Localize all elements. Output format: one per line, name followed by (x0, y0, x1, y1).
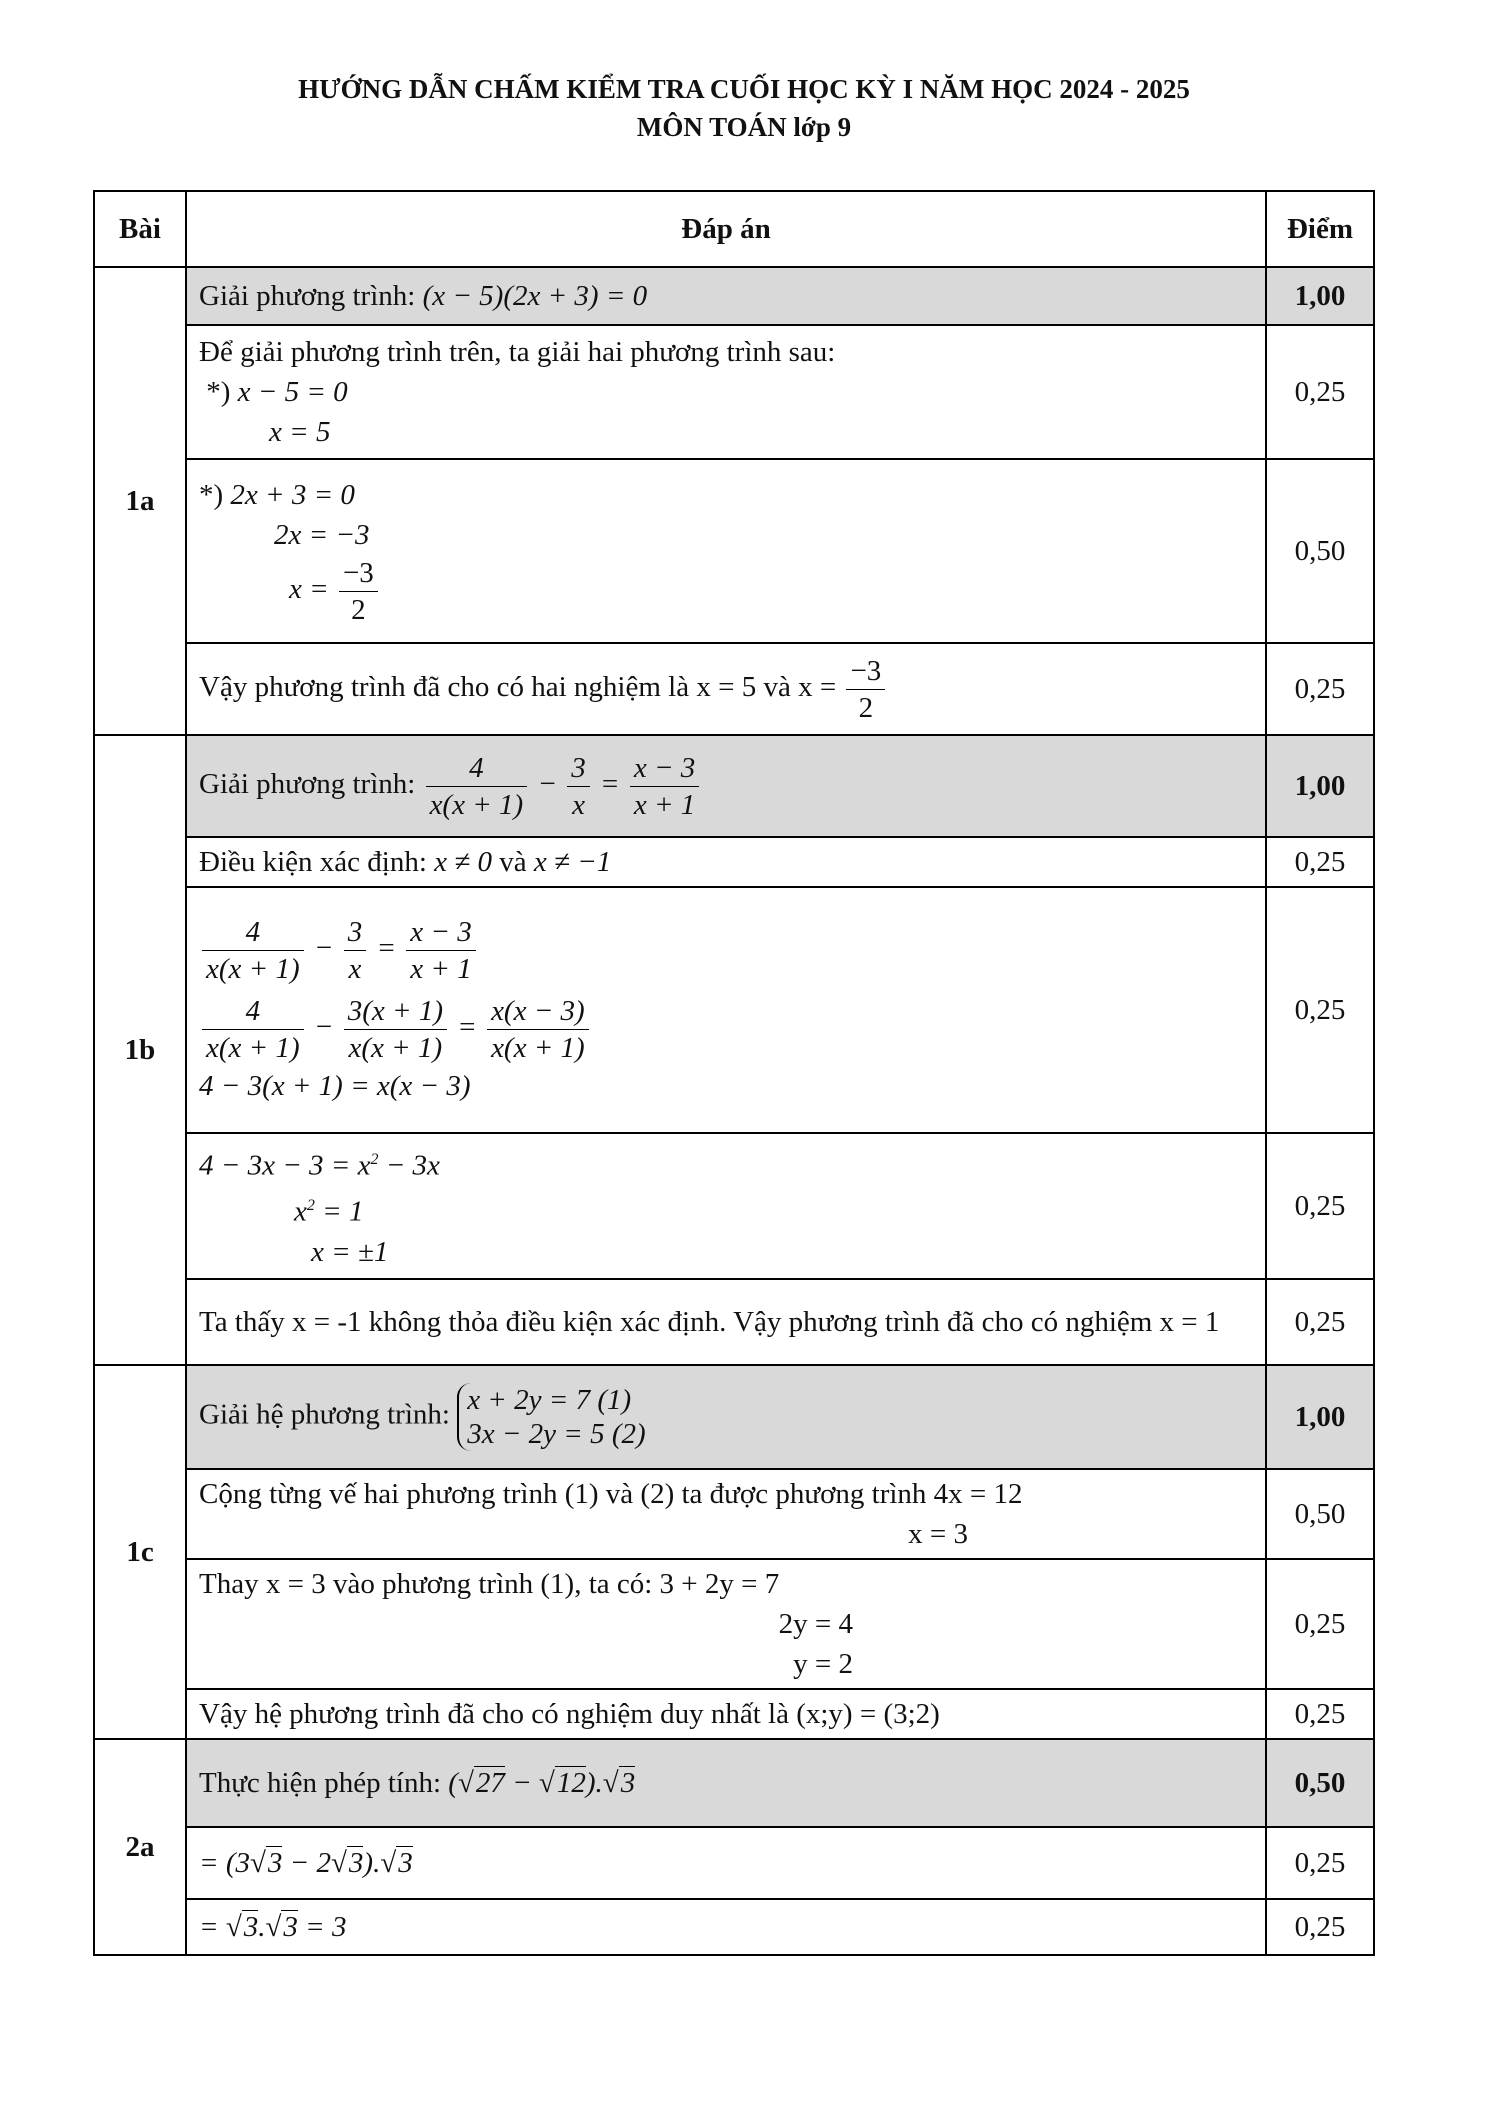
title-line-2: MÔN TOÁN lớp 9 (636, 112, 852, 142)
score: 0,50 (1266, 1739, 1374, 1827)
table-row (94, 1133, 1374, 1279)
title-line-1: HƯỚNG DẪN CHẤM KIỂM TRA CUỐI HỌC KỲ I NĂM HỌC 2024 - 2025 (298, 74, 1190, 104)
q2a-step2: = √3.√3 = 3 (186, 1899, 1266, 1955)
q1c-prompt: Giải hệ phương trình: x + 2y = 7 (1) 3x − 2y = 5 (2) (186, 1365, 1266, 1469)
q1b-prompt: Giải phương trình: $\frac{4}{x(x + 1)}$ − $\frac{3}{x}$ = $\frac{x - 3}{x + 1}$ (186, 735, 1266, 837)
q1b-step2: $4 - 3x - 3 = x^2 - 3x$ $x^2 = 1$ x = ±1 (186, 1133, 1266, 1279)
table-header (94, 191, 1374, 267)
header-diem: Điểm (1266, 191, 1374, 267)
score: 1,00 (1266, 267, 1374, 325)
score: 0,25 (1266, 1899, 1374, 1955)
score: 0,25 (1266, 887, 1374, 1133)
score: 0,25 (1266, 643, 1374, 735)
table-row (94, 1899, 1374, 1955)
label-1c: 1c (94, 1365, 186, 1739)
table-row (94, 837, 1374, 887)
table-row (94, 267, 1374, 325)
label-1a: 1a (94, 267, 186, 735)
table-row (94, 887, 1374, 1133)
table-row (94, 643, 1374, 735)
score: 0,25 (1266, 1559, 1374, 1689)
score: 0,25 (1266, 325, 1374, 459)
score: 0,25 (1266, 1827, 1374, 1899)
q1b-conclusion: Ta thấy x = -1 không thỏa điều kiện xác định. Vậy phương trình đã cho có nghiệm x = 1 (186, 1279, 1266, 1365)
score: 1,00 (1266, 1365, 1374, 1469)
score: 0,25 (1266, 1133, 1374, 1279)
table-row (94, 1279, 1374, 1365)
table-row (94, 1559, 1374, 1689)
label-2a: 2a (94, 1739, 186, 1955)
score: 0,50 (1266, 1469, 1374, 1559)
q1c-step1: Cộng từng vế hai phương trình (1) và (2) ta được phương trình 4x = 12 x = 3 (186, 1469, 1266, 1559)
score: 1,00 (1266, 735, 1374, 837)
q1a-prompt: Giải phương trình: (x − 5)(2x + 3) = 0 (186, 267, 1266, 325)
header-bai: Bài (94, 191, 186, 267)
header-dap-an: Đáp án (186, 191, 1266, 267)
score: 0,25 (1266, 837, 1374, 887)
table-row (94, 1365, 1374, 1469)
document-title (0, 70, 1488, 146)
table-row (94, 459, 1374, 643)
score: 0,25 (1266, 1689, 1374, 1739)
q2a-step1: = (3√3 − 2√3).√3 (186, 1827, 1266, 1899)
q1c-step2: Thay x = 3 vào phương trình (1), ta có: 3 + 2y = 7 2y = 4 y = 2 (186, 1559, 1266, 1689)
table-row (94, 1739, 1374, 1827)
table-row (94, 1689, 1374, 1739)
label-1b: 1b (94, 735, 186, 1365)
score: 0,25 (1266, 1279, 1374, 1365)
score: 0,50 (1266, 459, 1374, 643)
table-row (94, 735, 1374, 837)
table-row (94, 325, 1374, 459)
q1a-step2: *) 2x + 3 = 0 2x = −3 x = $\frac{-3}{2}$ (186, 459, 1266, 643)
q1a-conclusion: Vậy phương trình đã cho có hai nghiệm là x = 5 và x = $\frac{-3}{2}$ (186, 643, 1266, 735)
q1b-condition: Điều kiện xác định: x ≠ 0 và x ≠ −1 (186, 837, 1266, 887)
table-row (94, 1469, 1374, 1559)
q1c-conclusion: Vậy hệ phương trình đã cho có nghiệm duy nhất là (x;y) = (3;2) (186, 1689, 1266, 1739)
q1a-step1: Để giải phương trình trên, ta giải hai phương trình sau: *) x − 5 = 0 x = 5 (186, 325, 1266, 459)
q1b-step1: $\frac{4}{x(x + 1)}$ − $\frac{3}{x}$ = $\frac{x - 3}{x + 1}$ $\frac{4}{x(x + 1)}$ − $\frac{3(x + 1)}{x(x + 1)}$ = $\frac{x(x - 3)}{x(x + 1)}$ 4 − 3(x + 1) = x(x − 3) (186, 887, 1266, 1133)
grading-table (93, 190, 1375, 1956)
q2a-prompt: Thực hiện phép tính: (√27 − √12).√3 (186, 1739, 1266, 1827)
table-row (94, 1827, 1374, 1899)
